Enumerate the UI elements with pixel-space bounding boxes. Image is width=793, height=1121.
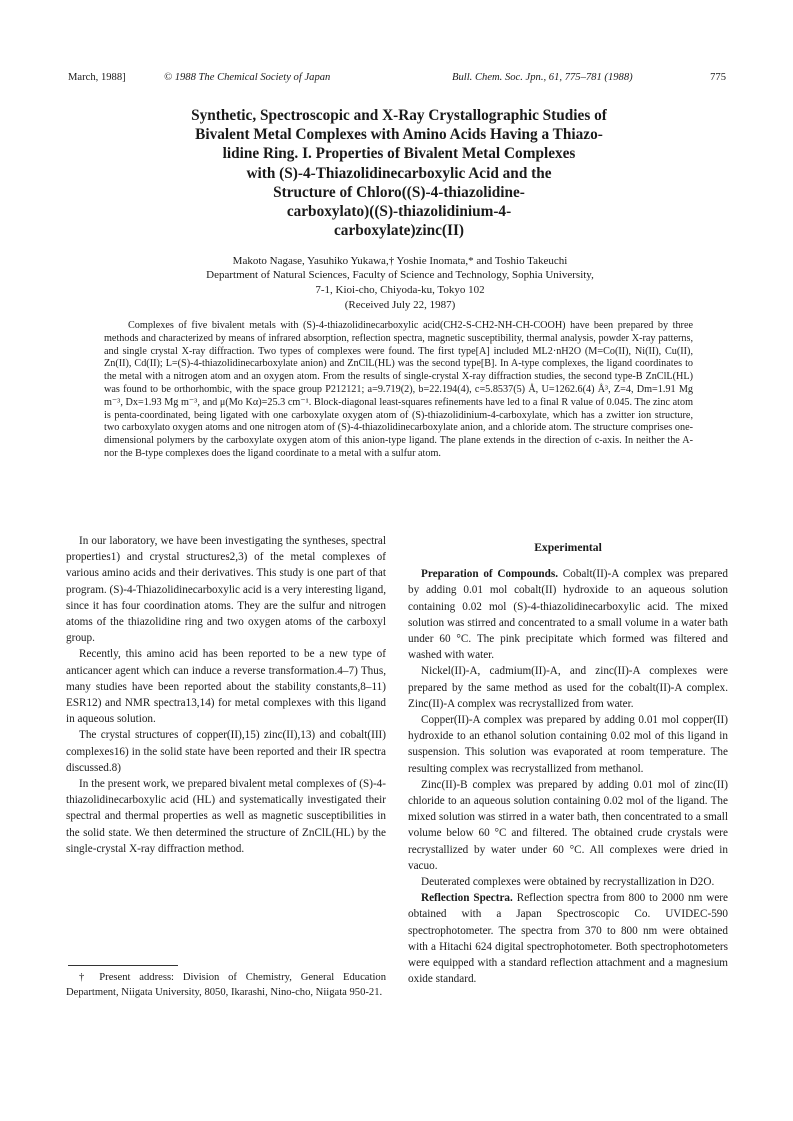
footnote (66, 970, 386, 1000)
affiliation (90, 268, 710, 313)
received-date: (Received July 22, 1987) (344, 299, 456, 311)
footnote-divider (68, 965, 178, 966)
paragraph-body: Cobalt(II)-A complex was prepared by adding 0.01 mol cobalt(II) hydroxide to an aqueous solution containing 0.02 mol (S)-4-thiazolidinecarboxylic acid. The mixed solution was stirred and concentrated to a small volume in a water bath under 60 °C. The pink precipitate which formed was filtered and washed with water. (408, 568, 728, 662)
title-line: Structure of Chloro((S)-4-thiazolidine- (273, 183, 525, 201)
header-copyright: © 1988 The Chemical Society of Japan (164, 72, 331, 83)
running-header (68, 71, 726, 85)
title-line: carboxylato)((S)-thiazolidinium-4- (286, 203, 512, 221)
article-title (118, 106, 680, 240)
intro-paragraph: In the present work, we prepared bivalent metal complexes of (S)-4-thiazolidinecarboxylic acid (HL) and systematically investigated their spectral and thermal properties as well as magnetic susceptibilities in the solid state. We then determined the structure of ZnClL(HL) by the single-crystal X-ray diffraction method. (66, 778, 386, 855)
right-column (408, 540, 728, 987)
left-column (66, 533, 386, 857)
run-in-heading: Reflection Spectra. (421, 892, 513, 905)
intro-paragraph: The crystal structures of copper(II),15) zinc(II),13) and cobalt(III) complexes16) in the solid state have been reported and their IR spectra discussed.8) (66, 729, 386, 774)
title-line: Synthetic, Spectroscopic and X-Ray Crystallographic Studies of (191, 107, 607, 124)
title-line: lidine Ring. I. Properties of Bivalent Metal Complexes (222, 145, 576, 163)
experimental-paragraph: Nickel(II)-A, cadmium(II)-A, and zinc(II)-A complexes were prepared by the same method as used for the cobalt(II)-A complex. Zinc(II)-A complex was recrystallized from water. (408, 665, 728, 710)
experimental-paragraph (408, 890, 728, 987)
intro-paragraph: Recently, this amino acid has been reported to be a new type of anticancer agent which can induce a reverse transformation.4–7) Thus, many studies have been reported about the stability constants,8–11) ESR12) and NMR spectra13,14) for metal complexes with this ligand in aqueous solution. (66, 648, 386, 726)
title-line: carboxylate)zinc(II) (334, 222, 464, 240)
footnote-text: † Present address: Division of Chemistry, General Education Department, Niigata University, 8050, Ikarashi, Nino-cho, Niigata 950-21. (66, 972, 386, 999)
affiliation-line: Department of Natural Sciences, Faculty of Science and Technology, Sophia University, (206, 269, 594, 281)
intro-paragraph: In our laboratory, we have been investigating the syntheses, spectral properties1) and crystal structures2,3) of the metal complexes of various amino acids and their derivatives. This study is one part of that program. (S)-4-Thiazolidinecarboxylic acid is a very interesting ligand, since it has four coordination atoms. They are the sulfur and nitrogen atoms of the thiazolidine ring and two oxygen atoms of the carboxyl group. (66, 535, 386, 645)
experimental-paragraph (408, 566, 728, 663)
abstract (104, 320, 693, 461)
header-journal-citation: Bull. Chem. Soc. Jpn., 61, 775–781 (1988) (452, 72, 633, 83)
author-list: Makoto Nagase, Yasuhiko Yukawa,† Yoshie Inomata,* and Toshio Takeuchi (232, 255, 568, 267)
experimental-paragraph: Deuterated complexes were obtained by recrystallization in D2O. (421, 876, 715, 889)
paragraph-body: Reflection spectra from 800 to 2000 nm were obtained with a Japan Spectroscopic Co. UVIDEC-590 spectrophotometer. The spectra from 370 to 800 nm were obtained with a Hitachi 624 digital spectrophotometer. Both spectrophotometers were equipped with a standard reflection attachment and a magnesium oxide standard. (408, 892, 728, 986)
page-number: 775 (710, 72, 726, 83)
section-heading-experimental: Experimental (534, 541, 602, 554)
title-line: with (S)-4-Thiazolidinecarboxylic Acid and the (246, 164, 552, 182)
run-in-heading: Preparation of Compounds. (421, 568, 559, 581)
experimental-paragraph: Copper(II)-A complex was prepared by adding 0.01 mol copper(II) hydroxide to an ethanol solution containing 0.02 mol of this ligand in suspension. This solution was evaporated at room temperature. The resulting complex was recrystallized from methanol. (408, 714, 728, 775)
title-line: Bivalent Metal Complexes with Amino Acids Having a Thiazo- (195, 126, 603, 144)
abstract-text: Complexes of five bivalent metals with (S)-4-thiazolidinecarboxylic acid(CH2-S-CH2-NH-CH-COOH) have been prepared by three methods and characterized by means of infrared absorption, reflection spectra, magnetic susceptibility, thermal analysis, powder X-ray patterns, and single crystal X-ray diffraction. Two types of complexes were found. The first type[A] included ML2·nH2O (M=Co(II), Ni(II), Cu(II), Zn(II), Cd(II); L=(S)-4-thiazolidinecarboxylate anion) and ZnClL(HL) was the second type[B]. In A-type complexes, the ligand coordinates to the metal with a nitrogen atom and an oxygen atom. From the results of single-crystal X-ray diffraction studies, the second type-B ZnClL(HL) was found to be orthorhombic, with the space group P212121; a=9.719(2), b=22.194(4), c=5.8537(5) Å, U=1262.6(4) Å³, Z=4, Dm=1.91 Mg m⁻³, Dx=1.93 Mg m⁻³, and μ(Mo Kα)=25.3 cm⁻¹. Block-diagonal least-squares refinements have led to a final R value of 0.045. The zinc atom is penta-coordinated, being ligated with one carboxylate oxygen atom of (S)-thiazolidinium-4-carboxylate, which has a zwitter ion structure, two carboxylato oxygen atoms and one nitrogen atom of (S)-4-thiazolidinecarboxylate anion, and a chloride atom. The structure comprises one-dimensional polymers by the carboxylate oxygen atom of this anion-type ligand. The plane extends in the direction of c-axis. In neither the A- nor the B-type complexes does the ligand coordinate to a metal with a sulfur atom. (104, 320, 693, 459)
experimental-paragraph: Zinc(II)-B complex was prepared by adding 0.01 mol of zinc(II) chloride to an aqueous solution containing 0.02 mol of the ligand. The mixed solution was stirred in a water bath, then concentrated to a small volume below 60 °C and filtered. The obtained crude crystals were recrystallized by water under 60 °C. All complexes were dried in vacuo. (408, 778, 728, 872)
affiliation-line: 7-1, Kioi-cho, Chiyoda-ku, Tokyo 102 (315, 284, 485, 296)
header-date: March, 1988] (68, 72, 126, 83)
